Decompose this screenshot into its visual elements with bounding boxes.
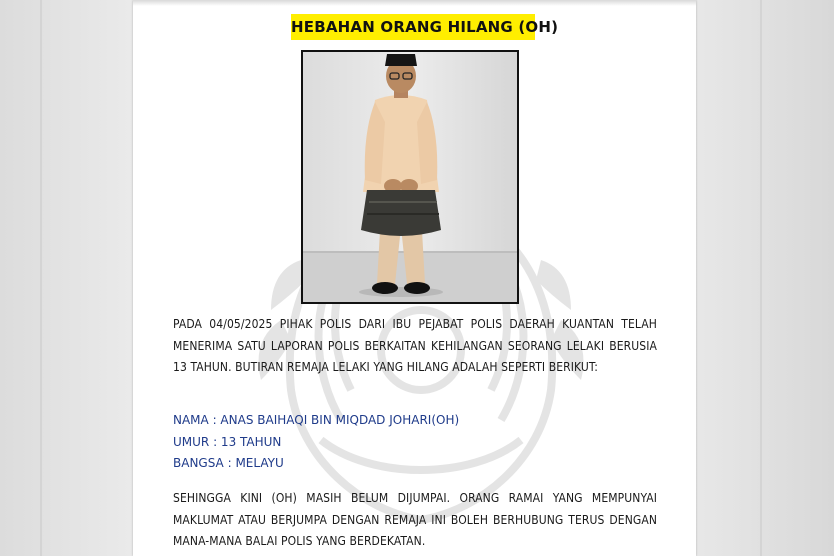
boy-portrait-illustration [303,52,517,302]
background-stripe [760,0,762,556]
notice-intro-paragraph: PADA 04/05/2025 PIHAK POLIS DARI IBU PEJABAT POLIS DAERAH KUANTAN TELAH MENERIMA SATU LAPORAN POLIS BERKAITAN KEHILANGAN SEORANG LELAKI BERUSIA 13 TAHUN. BUTIRAN REMAJA LELAKI YANG HILANG ADALAH SEPERTI BERIKUT: [173,317,657,374]
detail-age: UMUR : 13 TAHUN [173,434,282,449]
notice-document [133,0,696,556]
detail-race: BANGSA : MELAYU [173,456,284,470]
detail-name: NAMA : ANAS BAIHAQI BIN MIQDAD JOHARI(OH) [173,413,460,427]
notice-closing-paragraph: SEHINGGA KINI (OH) MASIH BELUM DIJUMPAI. ORANG RAMAI YANG MEMPUNYAI MAKLUMAT ATAU BERJUMPA DENGAN REMAJA INI BOLEH BERHUBUNG TERUS DENGAN MANA-MANA BALAI POLIS YANG BERDEKATAN. [173,491,657,548]
notice-title: HEBAHAN ORANG HILANG (OH) [291,14,535,40]
paper-edge [133,0,696,6]
missing-person-details [173,410,653,475]
missing-person-photo [301,50,519,304]
background-stripe [40,0,42,556]
